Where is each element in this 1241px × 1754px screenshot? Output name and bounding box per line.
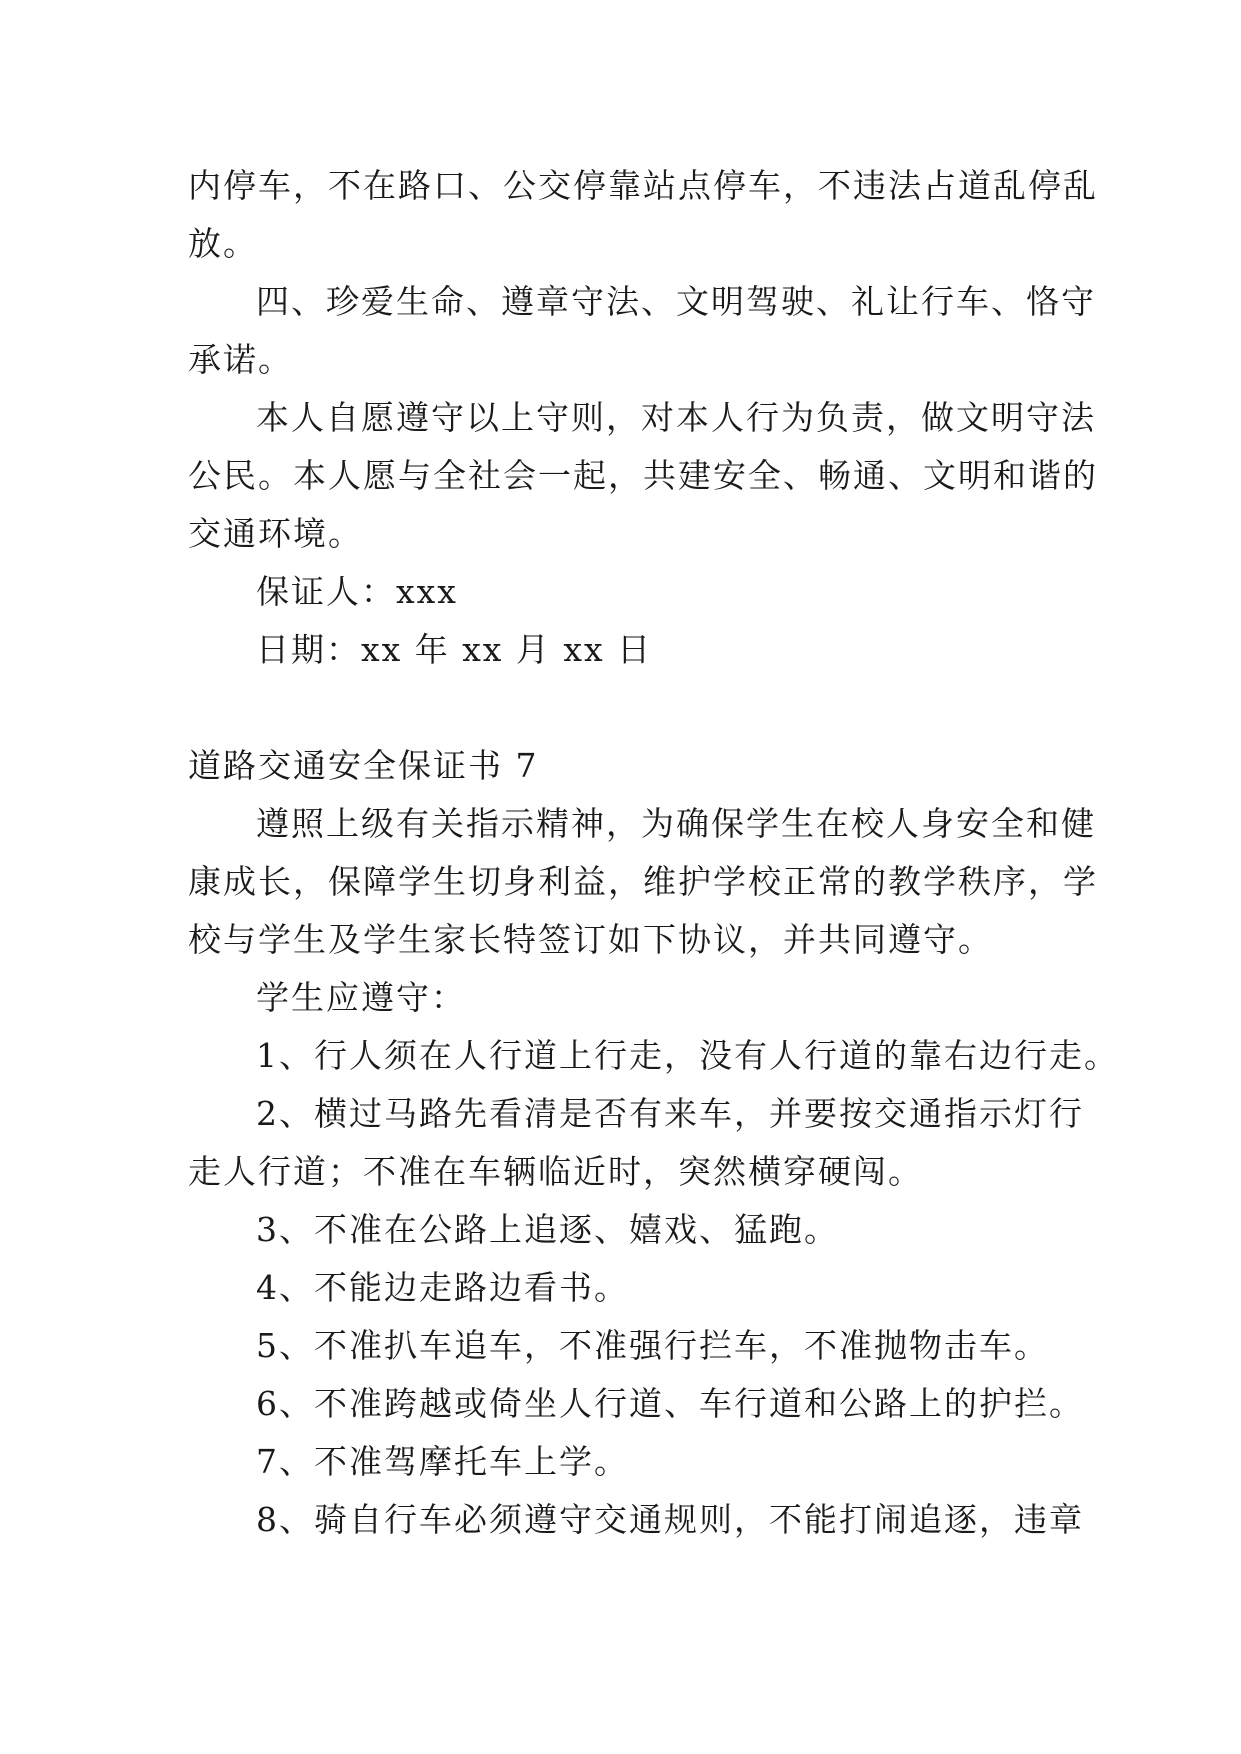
- paragraph-line: 本人自愿遵守以上守则，对本人行为负责，做文明守法: [256, 398, 1096, 437]
- paragraph-line: 学生应遵守：: [256, 978, 466, 1017]
- list-item: 8、骑自行车必须遵守交通规则，不能打闹追逐，违章: [256, 1500, 1084, 1539]
- list-item-continuation: 走人行道；不准在车辆临近时，突然横穿硬闯。: [188, 1152, 923, 1191]
- list-item: 1、行人须在人行道上行走，没有人行道的靠右边行走。: [256, 1036, 1119, 1075]
- paragraph-line: 遵照上级有关指示精神，为确保学生在校人身安全和健: [256, 804, 1096, 843]
- paragraph-line: 承诺。: [188, 340, 293, 379]
- list-item: 3、不准在公路上追逐、嬉戏、猛跑。: [256, 1210, 839, 1249]
- signer-line: 保证人：xxx: [256, 572, 458, 611]
- paragraph-line: 放。: [188, 224, 258, 263]
- list-item: 6、不准跨越或倚坐人行道、车行道和公路上的护拦。: [256, 1384, 1084, 1423]
- date-line: 日期：xx 年 xx 月 xx 日: [256, 630, 653, 669]
- list-item: 7、不准驾摩托车上学。: [256, 1442, 629, 1481]
- paragraph-line: 康成长，保障学生切身利益，维护学校正常的教学秩序，学: [188, 862, 1098, 901]
- list-item: 4、不能边走路边看书。: [256, 1268, 629, 1307]
- paragraph-line: 四、珍爱生命、遵章守法、文明驾驶、礼让行车、恪守: [256, 282, 1096, 321]
- section-title: 道路交通安全保证书 7: [188, 746, 539, 785]
- paragraph-line: 公民。本人愿与全社会一起，共建安全、畅通、文明和谐的: [188, 456, 1098, 495]
- list-item: 5、不准扒车追车，不准强行拦车，不准抛物击车。: [256, 1326, 1049, 1365]
- paragraph-line: 交通环境。: [188, 514, 363, 553]
- paragraph-line: 校与学生及学生家长特签订如下协议，并共同遵守。: [188, 920, 993, 959]
- list-item: 2、横过马路先看清是否有来车，并要按交通指示灯行: [256, 1094, 1084, 1133]
- paragraph-line: 内停车，不在路口、公交停靠站点停车，不违法占道乱停乱: [188, 166, 1098, 205]
